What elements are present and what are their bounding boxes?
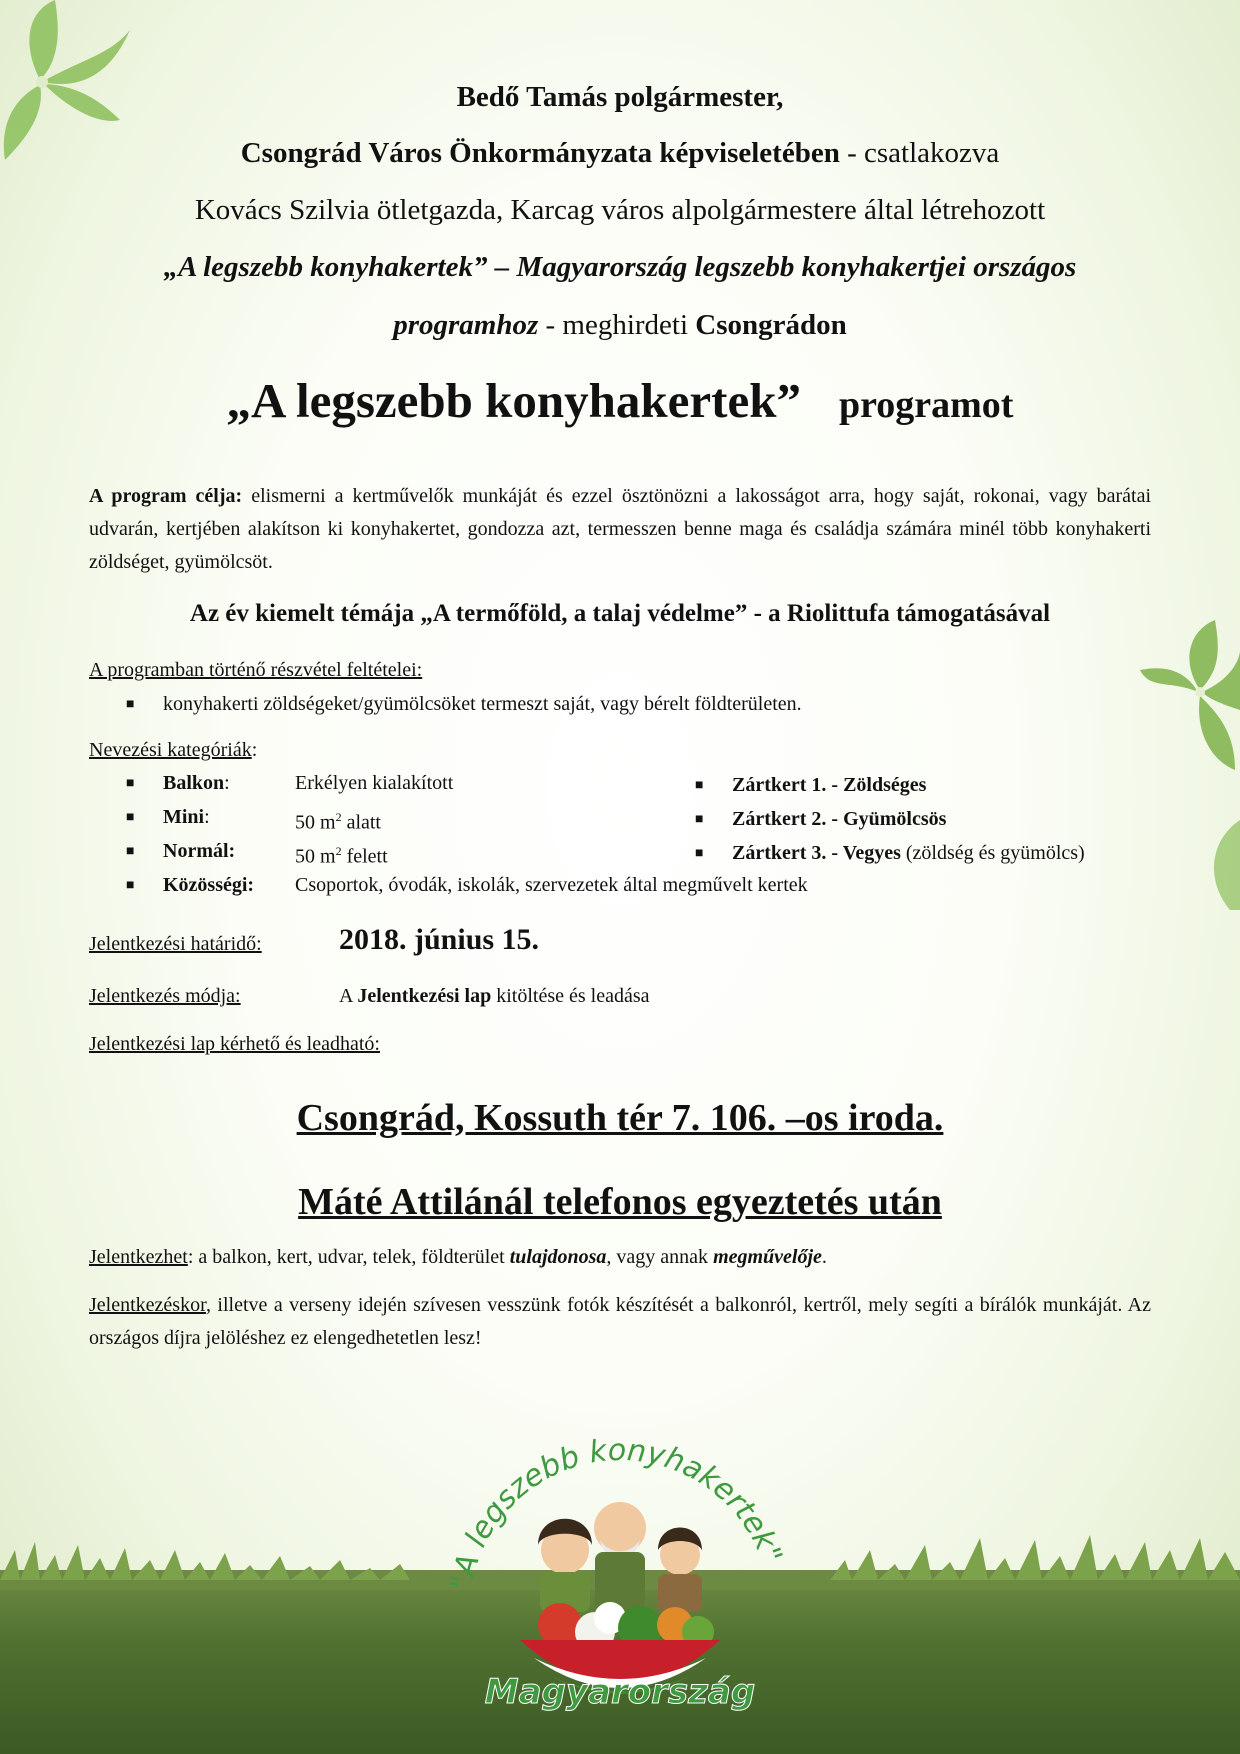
bullet-icon: ■ (126, 844, 135, 859)
photos-paragraph: Jelentkezéskor, illetve a verseny idején szívesen vesszünk fotók készítését a balkonról, kertről, mely segíti a bírálók munkáját. Az országos díjra jelöléshez ez elengedhetetlen lesz! (89, 1294, 1151, 1349)
bullet-icon: ■ (126, 697, 135, 712)
bullet-icon: ■ (695, 778, 704, 793)
category-mini: Mini: (163, 806, 210, 828)
header-line-national-program: „A legszebb konyhakertek” – Magyarország legszebb konyhakertjei országos (163, 251, 1077, 283)
logo-arc-text: "A legszebb konyhakertek" (444, 1432, 789, 1593)
header-line-municipality: Csongrád Város Önkormányzata képviseletében - csatlakozva (240, 137, 1000, 169)
address-heading: Csongrád, Kossuth tér 7. 106. –os iroda. (296, 1097, 944, 1139)
categories-label: Nevezési kategóriák: (89, 739, 258, 761)
leaf-ornament-right-lower-icon (1200, 820, 1240, 910)
availability-label: Jelentkezési lap kérhető és leadható: (89, 1033, 380, 1055)
category-zartkert-2: Zártkert 2. - Gyümölcsös (732, 808, 947, 830)
deadline-value: 2018. június 15. (339, 923, 540, 956)
annual-theme: Az év kiemelt témája „A termőföld, a talaj védelme” - a Riolittufa támogatásával (189, 600, 1051, 627)
leaf-ornament-right-icon (1140, 620, 1240, 780)
method-value: A Jelentkezési lap kitöltése és leadása (339, 985, 650, 1007)
category-balkon: Balkon: (163, 772, 230, 794)
deadline-label: Jelentkezési határidő: (89, 933, 262, 955)
category-kozossegi: Közösségi: (163, 874, 255, 896)
category-normal-desc: 50 $m^2$ felett (295, 844, 388, 868)
category-zartkert-3: Zártkert 3. - Vegyes (zöldség és gyümölcs) (732, 842, 1085, 864)
conditions-label: A programban történő részvétel feltételei: (89, 659, 423, 681)
bullet-icon: ■ (126, 776, 135, 791)
category-mini-desc: 50 $m^2$ alatt (295, 810, 381, 834)
program-goal-paragraph: A program célja: elismerni a kertművelők munkáját és ezzel ösztönözni a lakosságot arra, hogy saját, rokonai, vagy barátai udvarán, kertjében alakítson ki konyhakertet, gondozza azt, termesszen benne maga és családja számára minél több konyhakerti zöldséget, gyümölcsöt. (89, 485, 1152, 573)
header-line-announces: programhoz - meghirdeti Csongrádon (393, 309, 847, 341)
program-logo (430, 1400, 810, 1720)
header-line-mayor: Bedő Tamás polgármester, (456, 81, 784, 113)
category-normal: Normál: (163, 840, 236, 862)
conditions-item: konyhakerti zöldségeket/gyümölcsöket termeszt saját, vagy bérelt földterületen. (163, 693, 802, 715)
category-zartkert-1: Zártkert 1. - Zöldséges (732, 774, 927, 796)
bullet-icon: ■ (695, 846, 704, 861)
logo-country-text: Magyarország (484, 1672, 756, 1712)
bullet-icon: ■ (126, 810, 135, 825)
contact-heading: Máté Attilánál telefonos egyeztetés után (298, 1181, 942, 1223)
bullet-icon: ■ (126, 878, 135, 893)
category-balkon-desc: Erkélyen kialakított (295, 772, 454, 794)
bullet-icon: ■ (695, 812, 704, 827)
method-label: Jelentkezés módja: (89, 985, 241, 1007)
page-title: „A legszebb konyhakertek” programot (226, 373, 1014, 428)
header-line-creator: Kovács Szilvia ötletgazda, Karcag város alpolgármestere által létrehozott (194, 194, 1046, 226)
eligibility-text: Jelentkezhet: a balkon, kert, udvar, telek, földterület tulajdonosa, vagy annak megművelője. (89, 1246, 827, 1268)
category-kozossegi-desc: Csoportok, óvodák, iskolák, szervezetek által megművelt kertek (295, 874, 808, 896)
family-figures-icon (538, 1502, 702, 1612)
